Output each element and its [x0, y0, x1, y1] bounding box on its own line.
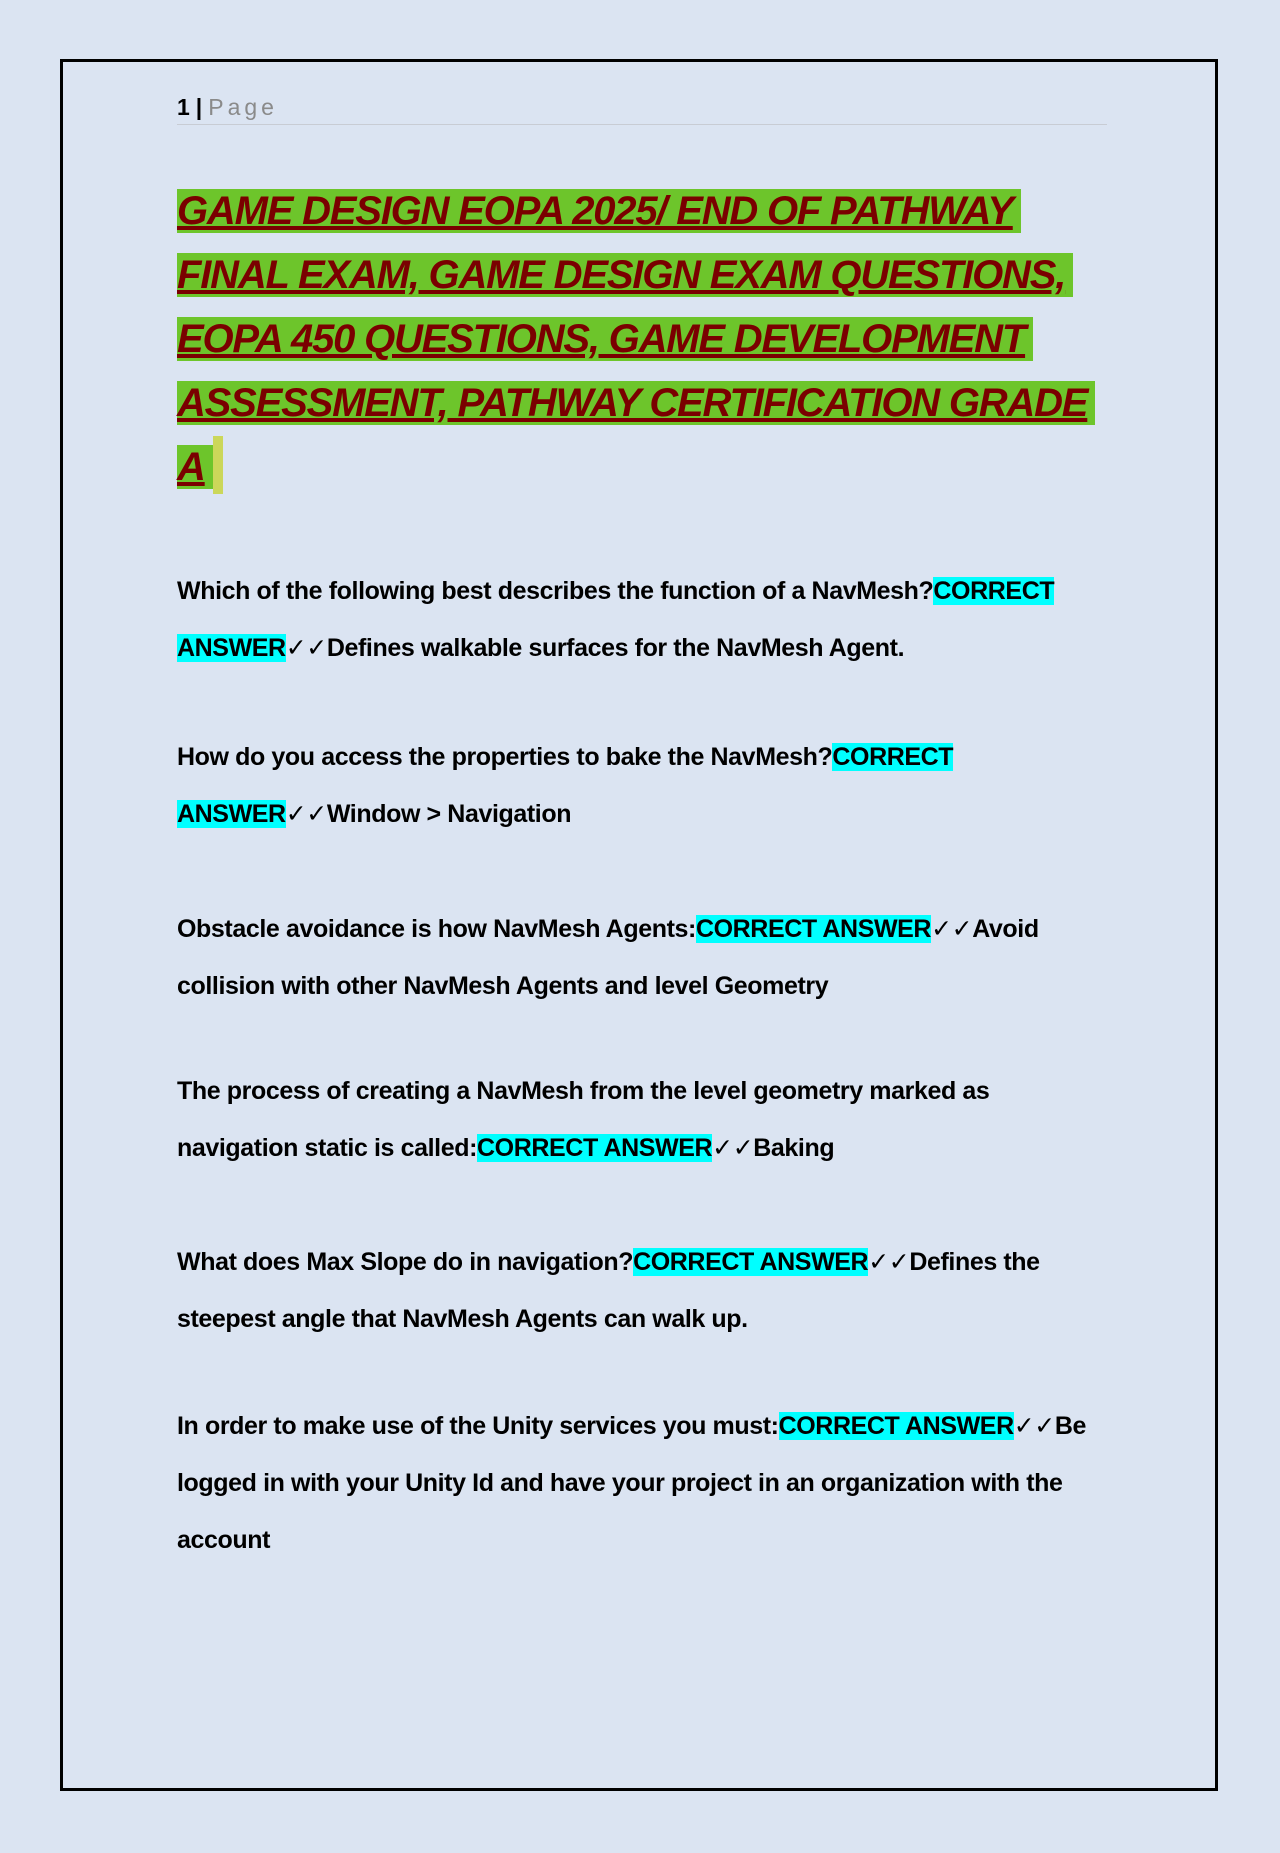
qa-item	[177, 1063, 1107, 1177]
answer-text: Window > Navigation	[326, 800, 572, 828]
question-text: In order to make use of the Unity services you must:	[177, 1412, 779, 1440]
answer-text: Defines walkable surfaces for the NavMesh Agent.	[326, 634, 905, 662]
question-text: Obstacle avoidance is how NavMesh Agents:	[177, 915, 696, 943]
qa-item	[177, 729, 1107, 843]
correct-answer-label: CORRECT ANSWER	[778, 1412, 1014, 1440]
page-header	[177, 90, 1107, 125]
checkmark-icon: ✓✓	[285, 800, 327, 828]
document-title-text: GAME DESIGN EOPA 2025/ END OF PATHWAY FINAL EXAM, GAME DESIGN EXAM QUESTIONS, EOPA 450 QUESTIONS, GAME DEVELOPMENT ASSESSMENT, PATHWAY CERTIFICATION GRADE A	[177, 189, 1095, 489]
page-number: 1	[177, 94, 190, 120]
qa-item	[177, 1398, 1107, 1569]
answer-text: Defines the steepest angle that NavMesh Agents can walk up.	[177, 1248, 1040, 1333]
qa-item	[177, 901, 1107, 1015]
checkmark-icon: ✓✓	[712, 1134, 754, 1162]
answer-text: Baking	[753, 1134, 835, 1162]
question-text: Which of the following best describes the function of a NavMesh?	[177, 577, 934, 605]
checkmark-icon: ✓✓	[868, 1248, 910, 1276]
correct-answer-label: CORRECT ANSWER	[177, 577, 1055, 662]
correct-answer-label: CORRECT ANSWER	[477, 1134, 713, 1162]
checkmark-icon: ✓✓	[285, 634, 327, 662]
question-text: How do you access the properties to bake the NavMesh?	[177, 743, 833, 771]
document-title	[177, 179, 1107, 499]
qa-item	[177, 563, 1107, 677]
correct-answer-label: CORRECT ANSWER	[695, 915, 932, 943]
title-highlight-tail	[213, 436, 223, 494]
checkmark-icon: ✓✓	[931, 915, 973, 943]
checkmark-icon: ✓✓	[1013, 1412, 1055, 1440]
qa-item	[177, 1234, 1107, 1348]
header-separator: |	[195, 94, 203, 120]
page-label: Page	[208, 94, 278, 120]
correct-answer-label: CORRECT ANSWER	[633, 1248, 869, 1276]
question-text: The process of creating a NavMesh from the level geometry marked as navigation static is called:	[177, 1077, 990, 1162]
correct-answer-label: CORRECT ANSWER	[177, 743, 954, 828]
answer-text: Be logged in with your Unity Id and have your project in an organization with the account	[177, 1412, 1087, 1554]
question-text: What does Max Slope do in navigation?	[177, 1248, 634, 1276]
answer-text: Avoid collision with other NavMesh Agents and level Geometry	[177, 915, 1039, 1000]
